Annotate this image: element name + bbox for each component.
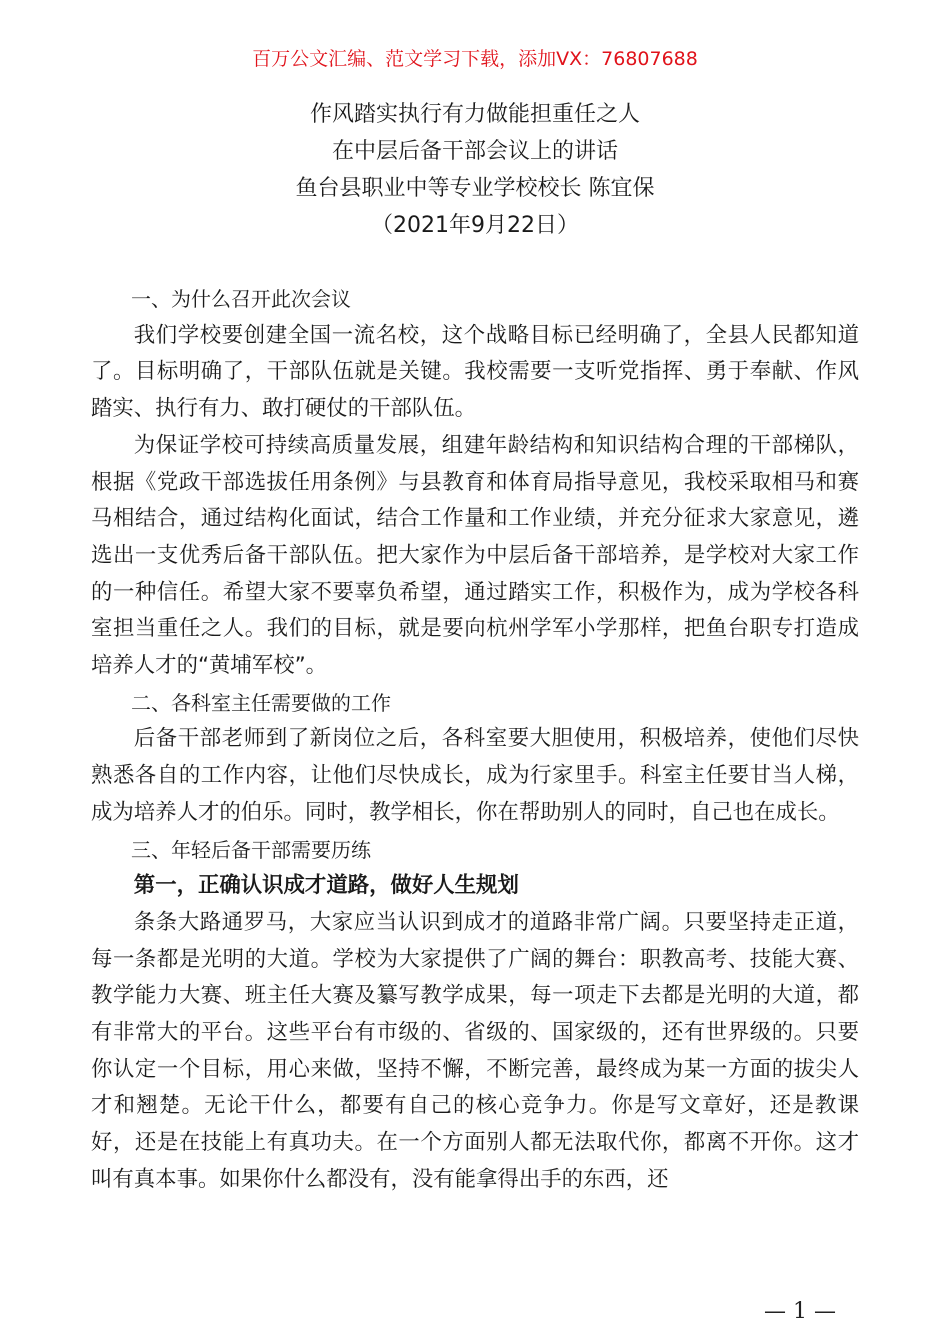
paragraph: 我们学校要创建全国一流名校，这个战略目标已经明确了，全县人民都知道了。目标明确了，干部队伍就是关键。我校需要一支听党指挥、勇于奉献、作风踏实、执行有力、敢打硬仗的干部队伍。 <box>91 322 859 422</box>
paragraph: 后备干部老师到了新岗位之后，各科室要大胆使用，积极培养，使他们尽快熟悉各自的工作内容，让他们尽快成长，成为行家里手。科室主任要甘当人梯，成为培养人才的伯乐。同时，教学相长，你在帮助别人的同时，自己也在成长。 <box>91 726 859 825</box>
paragraph: 为保证学校可持续高质量发展，组建年龄结构和知识结构合理的干部梯队，根据《党政干部选拔任用条例》与县教育和体育局指导意见，我校采取相马和赛马相结合，通过结构化面试，结合工作量和工作业绩，并充分征求大家意见，遴选出一支优秀后备干部队伍。把大家作为中层后备干部培养，是学校对大家工作的一种信任。希望大家不要辜负希望，通过踏实工作，积极作为，成为学校各科室担当重任之人。我们的目标，就是要向杭州学军小学那样，把鱼台职专打造成培养人才的“黄埔军校”。 <box>91 432 859 679</box>
paragraph: 条条大路通罗马，大家应当认识到成才的道路非常广阔。只要坚持走正道，每一条都是光明的大道。学校为大家提供了广阔的舞台：职教高考、技能大赛、教学能力大赛、班主任大赛及纂写教学成果，每一项走下去都是光明的大道，都有非常大的平台。这些平台有市级的、省级的、国家级的，还有世界级的。只要你认定一个目标，用心来做，坚持不懈，不断完善，最终成为某一方面的拔尖人才和翘楚。无论干什么，都要有自己的核心竞争力。你是写文章好，还是教课好，还是在技能上有真功夫。在一个方面别人都无法取代你，都离不开你。这才叫有真本事。如果你什么都没有，没有能拿得出手的东西，还 <box>91 909 859 1192</box>
page-number: — 1 — <box>764 1299 836 1324</box>
download-banner: 百万公文汇编、范文学习下载，添加VX：76807688 <box>252 48 698 70</box>
section-heading-3: 三、年轻后备干部需要历练 <box>131 837 371 862</box>
subsection-heading-1: 第一，正确认识成才道路，做好人生规划 <box>133 873 519 899</box>
speech-title-block <box>0 96 950 244</box>
speaker-line: 鱼台县职业中等专业学校校长 陈宜保 <box>295 176 655 201</box>
speech-body <box>91 281 859 1199</box>
section-heading-1: 一、为什么召开此次会议 <box>131 287 351 311</box>
speech-title: 作风踏实执行有力做能担重任之人 <box>309 102 640 127</box>
speech-date: （2021年9月22日） <box>371 213 579 238</box>
section-heading-2: 二、各科室主任需要做的工作 <box>131 690 391 715</box>
speech-subtitle: 在中层后备干部会议上的讲话 <box>331 139 618 164</box>
